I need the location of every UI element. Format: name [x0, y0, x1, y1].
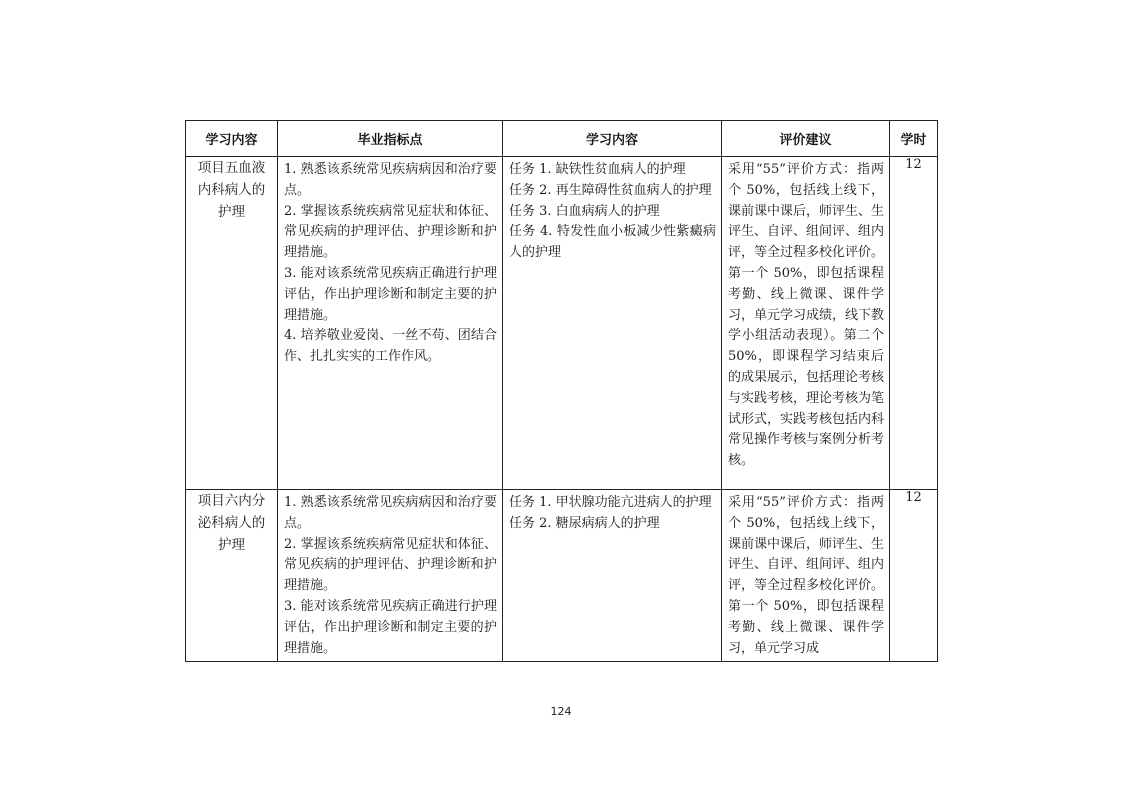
task-item: 任务 4. 特发性血小板减少性紫癜病人的护理: [509, 224, 716, 261]
curriculum-table: [185, 120, 938, 662]
indicator-item: 1. 熟悉该系统常见疾病病因和治疗要点。: [284, 162, 497, 198]
indicators-cell: [278, 157, 503, 490]
table-row: [186, 157, 938, 490]
tasks-cell: [503, 157, 722, 490]
evaluation-text: 采用“55”评价方式：指两个 50%，包括线上线下，课前课中课后，师评生、生评生、自评、组间评、组内评，等全过程多校化评价。第一个 50%，即包括课程考勤、线上微课、课件学习，单元学习成绩，线下教学小组活动表现）。第二个 50%，即课程学习结束后的成果展示，包括理论考核与实践考核，理论考核为笔试形式，实践考核包括内科常见操作考核与案例分析考核。: [728, 162, 885, 469]
evaluation-text: 采用“55”评价方式：指两个 50%，包括线上线下，课前课中课后，师评生、生评生、自评、组间评、组内评，等全过程多校化评价。第一个 50%，即包括课程考勤、线上微课、课件学习，单元学习成: [728, 495, 885, 656]
indicator-item: 4. 培养敬业爱岗、一丝不苟、团结合作、扎扎实实的工作作风。: [284, 328, 497, 365]
indicator-item: 1. 熟悉该系统常见疾病病因和治疗要点。: [284, 495, 497, 531]
task-item: 任务 1. 缺铁性贫血病人的护理: [509, 162, 686, 177]
project-cell: [186, 157, 278, 490]
hours-cell: 12: [890, 157, 938, 490]
table-header-row: [186, 121, 938, 157]
table-row: [186, 490, 938, 662]
indicator-item: 2. 掌握该系统疾病常见症状和体征、常见疾病的护理评估、护理诊断和护理措施。: [284, 536, 497, 594]
project-name: 项目五血液内科病人的护理: [197, 160, 266, 220]
indicators-cell: [278, 490, 503, 662]
hours-cell: 12: [890, 490, 938, 662]
evaluation-cell: [722, 490, 890, 662]
evaluation-cell: [722, 157, 890, 490]
header-learning-tasks: 学习内容: [503, 121, 722, 157]
indicator-item: 2. 掌握该系统疾病常见症状和体征、常见疾病的护理评估、护理诊断和护理措施。: [284, 203, 497, 261]
page-number: 124: [550, 705, 572, 718]
task-item: 任务 3. 白血病病人的护理: [509, 203, 660, 219]
header-hours: 学时: [890, 121, 938, 157]
tasks-cell: [503, 490, 722, 662]
indicator-item: 3. 能对该系统常见疾病正确进行护理评估，作出护理诊断和制定主要的护理措施。: [284, 265, 497, 323]
indicator-item: 3. 能对该系统常见疾病正确进行护理评估，作出护理诊断和制定主要的护理措施。: [284, 598, 497, 656]
header-evaluation: 评价建议: [722, 121, 890, 157]
header-learning-content: 学习内容: [186, 121, 278, 157]
header-graduation-indicators: 毕业指标点: [278, 121, 503, 157]
task-item: 任务 2. 糖尿病病人的护理: [509, 515, 660, 531]
project-name: 项目六内分泌科病人的护理: [197, 493, 266, 553]
task-item: 任务 1. 甲状腺功能亢进病人的护理: [509, 495, 712, 510]
task-item: 任务 2. 再生障碍性贫血病人的护理: [509, 182, 712, 198]
project-cell: [186, 490, 278, 662]
